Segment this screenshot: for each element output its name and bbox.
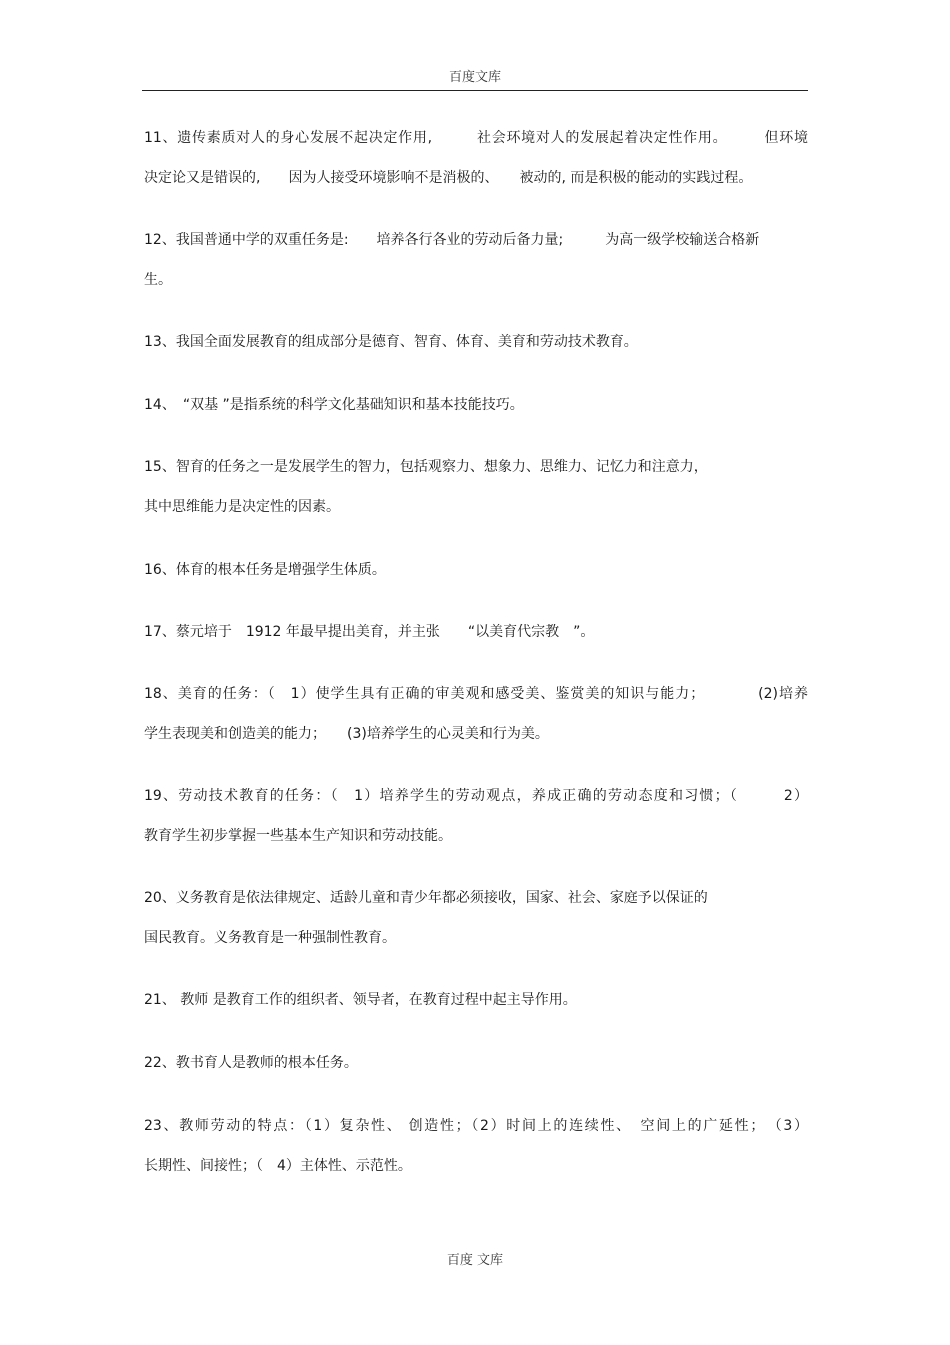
page-header: 百度文库 (448, 70, 501, 85)
paragraph-line: 14、 “双基 ”是指系统的科学文化基础知识和基本技能技巧。 (144, 397, 524, 413)
paragraph-line: 学生表现美和创造美的能力； (3)培养学生的心灵美和行为美。 (144, 726, 549, 742)
paragraph-line: 教育学生初步掌握一些基本生产知识和劳动技能。 (144, 828, 452, 844)
paragraph-23 (144, 1116, 808, 1196)
paragraph-18 (144, 684, 808, 764)
paragraph-line: 决定论又是错误的, 因为人接受环境影响不是消极的、 被动的, 而是积极的能动的实践过程。 (144, 170, 753, 186)
paragraph-line: 22、教书育人是教师的根本任务。 (144, 1055, 358, 1071)
paragraph-16 (144, 560, 808, 600)
paragraph-17 (144, 622, 808, 662)
page-footer: 百度 文库 (446, 1253, 504, 1268)
header-divider (142, 90, 808, 91)
paragraph-line: 21、 教师 是教育工作的组织者、领导者，在教育过程中起主导作用。 (144, 992, 577, 1008)
paragraph-15 (144, 457, 808, 537)
paragraph-line: 23、教师劳动的特点：（1）复杂性、 创造性；（2）时间上的连续性、 空间上的广延性； （3） (144, 1118, 808, 1134)
paragraph-line: 15、智育的任务之一是发展学生的智力，包括观察力、想象力、思维力、记忆力和注意力， (144, 459, 708, 475)
paragraph-line: 长期性、间接性；（ 4）主体性、示范性。 (144, 1158, 412, 1174)
paragraph-22 (144, 1053, 808, 1093)
paragraph-line: 20、义务教育是依法律规定、适龄儿童和青少年都必须接收，国家、社会、家庭予以保证的 (144, 890, 708, 906)
paragraph-line: 13、我国全面发展教育的组成部分是德育、智育、体育、美育和劳动技术教育。 (144, 334, 638, 350)
paragraph-line: 17、蔡元培于 1912 年最早提出美育，并主张 “以美育代宗教 ”。 (144, 624, 595, 640)
paragraph-12 (144, 230, 808, 310)
paragraph-line: 11、遗传素质对人的身心发展不起决定作用, 社会环境对人的发展起着决定性作用。 但环境 (144, 130, 808, 146)
paragraph-line: 18、美育的任务：（ 1）使学生具有正确的审美观和感受美、鉴赏美的知识与能力； (2)培养 (144, 686, 808, 702)
paragraph-14 (144, 395, 808, 435)
paragraph-line: 其中思维能力是决定性的因素。 (144, 499, 340, 515)
paragraph-line: 12、我国普通中学的双重任务是: 培养各行各业的劳动后备力量; 为高一级学校输送合格新 (144, 232, 760, 248)
paragraph-line: 国民教育。义务教育是一种强制性教育。 (144, 930, 396, 946)
paragraph-20 (144, 888, 808, 968)
paragraph-line: 生。 (144, 272, 172, 288)
paragraph-line: 16、体育的根本任务是增强学生体质。 (144, 562, 386, 578)
paragraph-11 (144, 128, 808, 208)
paragraph-21 (144, 990, 808, 1030)
paragraph-line: 19、劳动技术教育的任务：（ 1）培养学生的劳动观点，养成正确的劳动态度和习惯；（ 2） (144, 788, 808, 804)
paragraph-19 (144, 786, 808, 866)
paragraph-13 (144, 332, 808, 372)
